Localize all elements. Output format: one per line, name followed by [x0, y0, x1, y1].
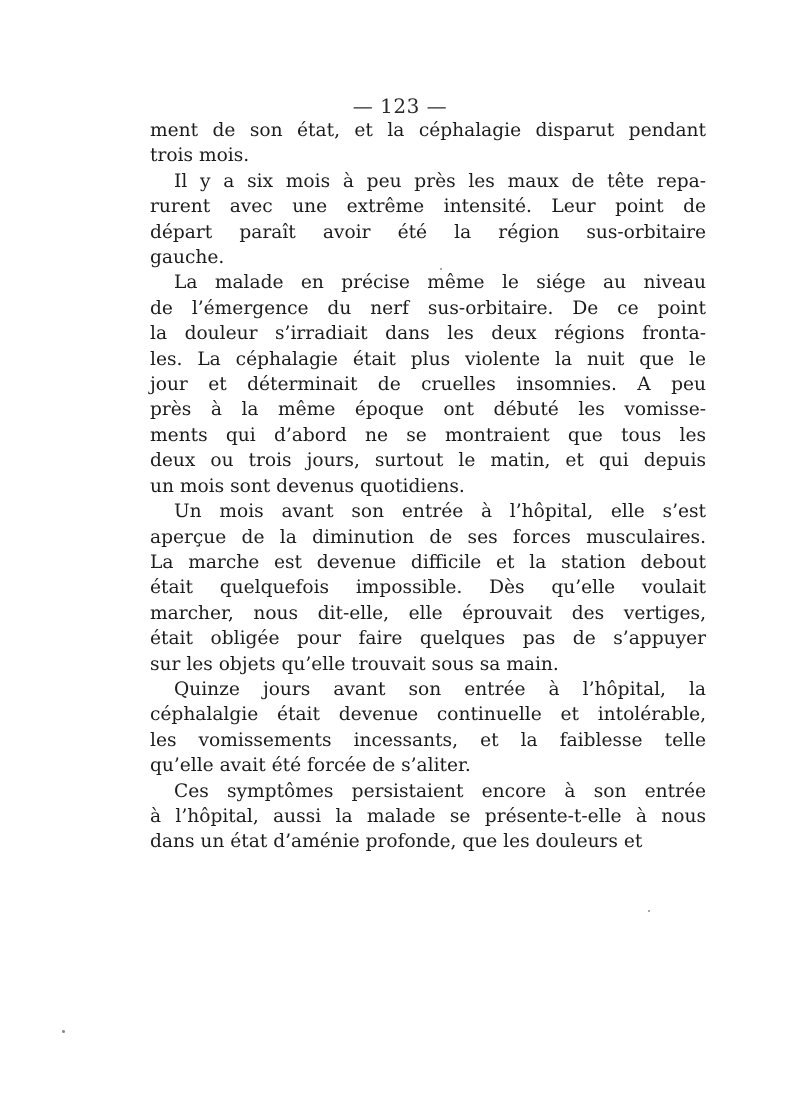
- text-line: les vomissements incessants, et la faiblesse telle: [150, 729, 706, 751]
- text-line: la douleur s’irradiait dans les deux régions fronta-: [150, 323, 706, 345]
- text-line: de l’émergence du nerf sus-orbitaire. De ce point: [150, 297, 706, 319]
- paragraph: [150, 677, 706, 779]
- paragraph: [150, 270, 706, 499]
- text-line: près à la même époque ont débuté les vomisse-: [150, 399, 706, 421]
- text-line: marcher, nous dit-elle, elle éprouvait des vertiges,: [150, 602, 706, 624]
- text-line: jour et déterminait de cruelles insomnies. A peu: [150, 374, 706, 396]
- text-line: qu’elle avait été forcée de s’aliter.: [150, 755, 471, 777]
- paper-speck: [62, 1030, 65, 1033]
- body-text: [150, 118, 706, 855]
- text-line: Quinze jours avant son entrée à l’hôpital, la: [174, 678, 706, 700]
- paragraph: [150, 779, 706, 855]
- paragraph: [150, 499, 706, 677]
- text-line: deux ou trois jours, surtout le matin, et qui depuis: [150, 450, 706, 472]
- page-number: — 123 —: [352, 94, 448, 118]
- text-line: sur les objets qu’elle trouvait sous sa main.: [150, 653, 559, 675]
- paper-speck: [648, 910, 650, 912]
- text-line: La marche est devenue difficile et la station debout: [150, 551, 706, 573]
- text-line: rurent avec une extrême intensité. Leur point de: [150, 196, 706, 218]
- paper-speck: [440, 268, 442, 270]
- text-line: Un mois avant son entrée à l’hôpital, elle s’est: [174, 501, 706, 523]
- text-line: trois mois.: [150, 145, 250, 167]
- text-line: les. La céphalagie était plus violente la nuit que le: [150, 348, 706, 370]
- text-line: à l’hôpital, aussi la malade se présente-t-elle à nous: [150, 805, 706, 827]
- text-line: Ces symptômes persistaient encore à son entrée: [174, 780, 706, 802]
- text-line: ments qui d’abord ne se montraient que tous les: [150, 424, 706, 446]
- paragraph: [150, 118, 706, 169]
- text-line: dans un état d’aménie profonde, que les douleurs et: [150, 831, 643, 853]
- text-line: Il y a six mois à peu près les maux de tête repa-: [174, 170, 706, 192]
- text-line: un mois sont devenus quotidiens.: [150, 475, 465, 497]
- text-line: La malade en précise même le siége au niveau: [174, 272, 706, 294]
- text-line: aperçue de la diminution de ses forces musculaires.: [150, 526, 706, 548]
- text-line: ment de son état, et la céphalagie disparut pendant: [150, 120, 706, 141]
- text-line: était quelquefois impossible. Dès qu’elle voulait: [150, 577, 706, 599]
- paragraph: [150, 169, 706, 271]
- text-line: départ paraît avoir été la région sus-orbitaire: [150, 221, 706, 243]
- text-line: céphalalgie était devenue continuelle et intolérable,: [150, 704, 706, 726]
- text-line: était obligée pour faire quelques pas de s’appuyer: [150, 628, 706, 650]
- text-line: gauche.: [150, 247, 225, 269]
